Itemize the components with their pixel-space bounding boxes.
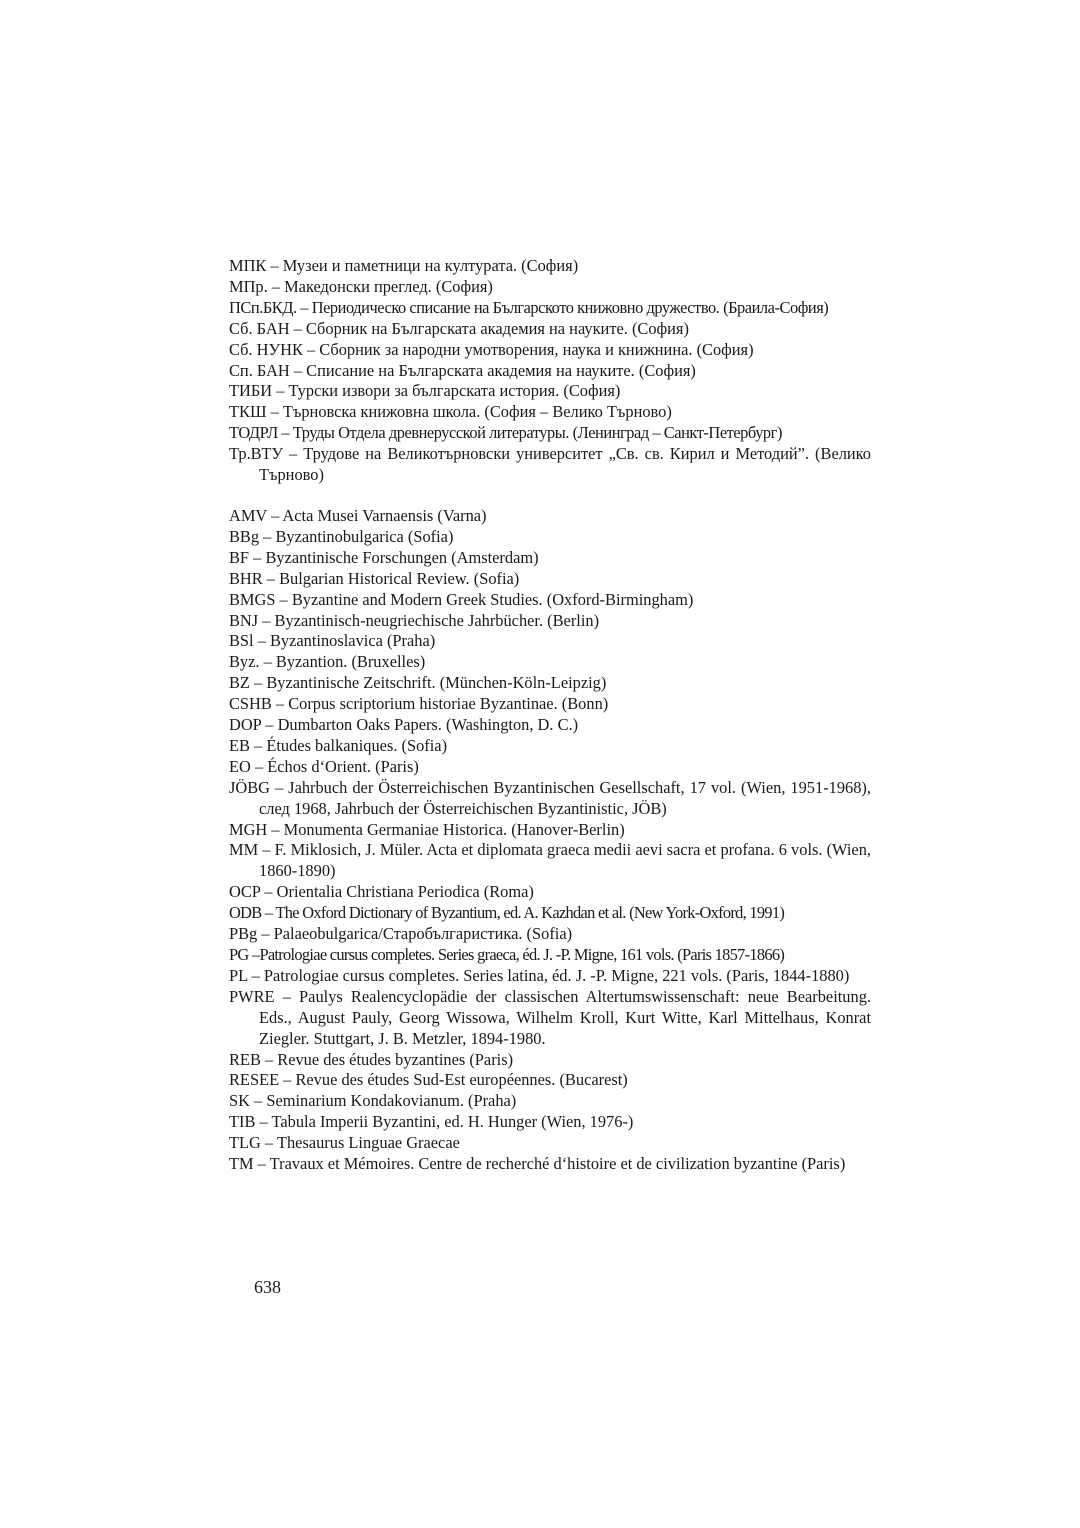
abbreviation-entry: PWRE – Paulys Realencyclopädie der classischen Altertumswissenschaft: neue Bearbeitung. Eds., August Pauly, Georg Wissowa, Wilhelm Kroll, Kurt Witte, Karl Mittelhaus, Konrat Ziegler. Stuttgart, J. B. Metzler, 1894-1980. [229,986,871,1048]
abbreviation-entry: ТОДРЛ – Труды Отдела древнерусской литературы. (Ленинград – Санкт-Петербург) [229,423,782,443]
abbreviation-entry: BHR – Bulgarian Historical Review. (Sofia) [229,568,520,588]
abbreviation-entry: PBg – Palaeobulgarica/Старобългаристика. (Sofia) [229,924,573,944]
section-gap [229,486,871,506]
abbreviations-list [229,256,871,1175]
abbreviation-entry: EO – Échos d‘Orient. (Paris) [229,756,419,776]
abbreviation-entry: BMGS – Byzantine and Modern Greek Studies. (Oxford-Birmingham) [229,589,694,609]
abbreviation-entry: RESEE – Revue des études Sud-Est européennes. (Bucarest) [229,1070,628,1090]
abbreviation-entry: JÖBG – Jahrbuch der Österreichischen Byzantinischen Gesellschaft, 17 vol. (Wien, 1951-1968), след 1968, Jahrbuch der Österreichischen Byzantinistic, JÖB) [229,777,871,818]
abbreviation-entry: BZ – Byzantinische Zeitschrift. (München-Köln-Leipzig) [229,673,607,693]
abbreviation-entry: Тр.ВТУ – Трудове на Великотърновски университет „Св. св. Кирил и Методий”. (Велико Търново) [229,444,871,485]
abbreviation-entry: PG –Patrologiae cursus completes. Series graeca, éd. J. -P. Migne, 161 vols. (Paris 1857-1866) [229,945,785,964]
abbreviation-entry: AMV – Acta Musei Varnaensis (Varna) [229,505,487,525]
abbreviation-entry: TIB – Tabula Imperii Byzantini, ed. H. Hunger (Wien, 1976-) [229,1112,634,1132]
abbreviation-entry: Сб. БАН – Сборник на Българската академия на науките. (София) [229,318,689,338]
abbreviation-entry: BSl – Byzantinoslavica (Praha) [229,631,436,651]
abbreviation-entry: BBg – Byzantinobulgarica (Sofia) [229,526,454,546]
abbreviation-entry: MM – F. Miklosich, J. Müler. Acta et diplomata graeca medii aevi sacra et profana. 6 vols. (Wien, 1860-1890) [229,840,871,881]
abbreviation-entry: ODB – The Oxford Dictionary of Byzantium, ed. A. Kazhdan et al. (New York-Oxford, 1991) [229,903,785,923]
abbreviation-entry: TM – Travaux et Mémoires. Centre de recherché d‘histoire et de civilization byzantine (Paris) [229,1154,846,1174]
abbreviation-entry: EB – Études balkaniques. (Sofia) [229,735,448,755]
page-number: 638 [254,1277,281,1297]
abbreviation-entry: МПК – Музеи и паметници на културата. (София) [229,256,579,275]
abbreviation-entry: BNJ – Byzantinisch-neugriechische Jahrbücher. (Berlin) [229,610,600,630]
abbreviation-entry: ТИБИ – Турски извори за българската история. (София) [229,381,621,401]
abbreviation-entry: REB – Revue des études byzantines (Paris) [229,1049,514,1069]
abbreviation-entry: ТКШ – Търновска книжовна школа. (София – Велико Търново) [229,402,672,422]
abbreviation-entry: MGH – Monumenta Germaniae Historica. (Hanover-Berlin) [229,819,625,839]
abbreviation-entry: BF – Byzantinische Forschungen (Amsterdam) [229,547,539,567]
abbreviation-entry: Сп. БАН – Списание на Българската академия на науките. (София) [229,360,696,380]
abbreviation-entry: Byz. – Byzantion. (Bruxelles) [229,652,426,672]
abbreviation-entry: Сб. НУНК – Сборник за народни умотворения, наука и книжнина. (София) [229,339,754,359]
abbreviation-entry: МПр. – Македонски преглед. (София) [229,276,493,296]
abbreviation-entry: DOP – Dumbarton Oaks Papers. (Washington, D. C.) [229,715,579,735]
abbreviation-entry: SK – Seminarium Kondakovianum. (Praha) [229,1091,517,1111]
abbreviation-entry: ПСп.БКД. – Периодическо списание на Българското книжовно дружество. (Браила-София) [229,297,829,317]
abbreviation-entry: PL – Patrologiae cursus completes. Series latina, éd. J. -P. Migne, 221 vols. (Paris, 1844-1880) [229,965,850,985]
abbreviation-entry: CSHB – Corpus scriptorium historiae Byzantinae. (Bonn) [229,694,609,714]
abbreviation-entry: TLG – Thesaurus Linguae Graecae [229,1133,460,1153]
abbreviation-entry: OCP – Orientalia Christiana Periodica (Roma) [229,882,534,902]
